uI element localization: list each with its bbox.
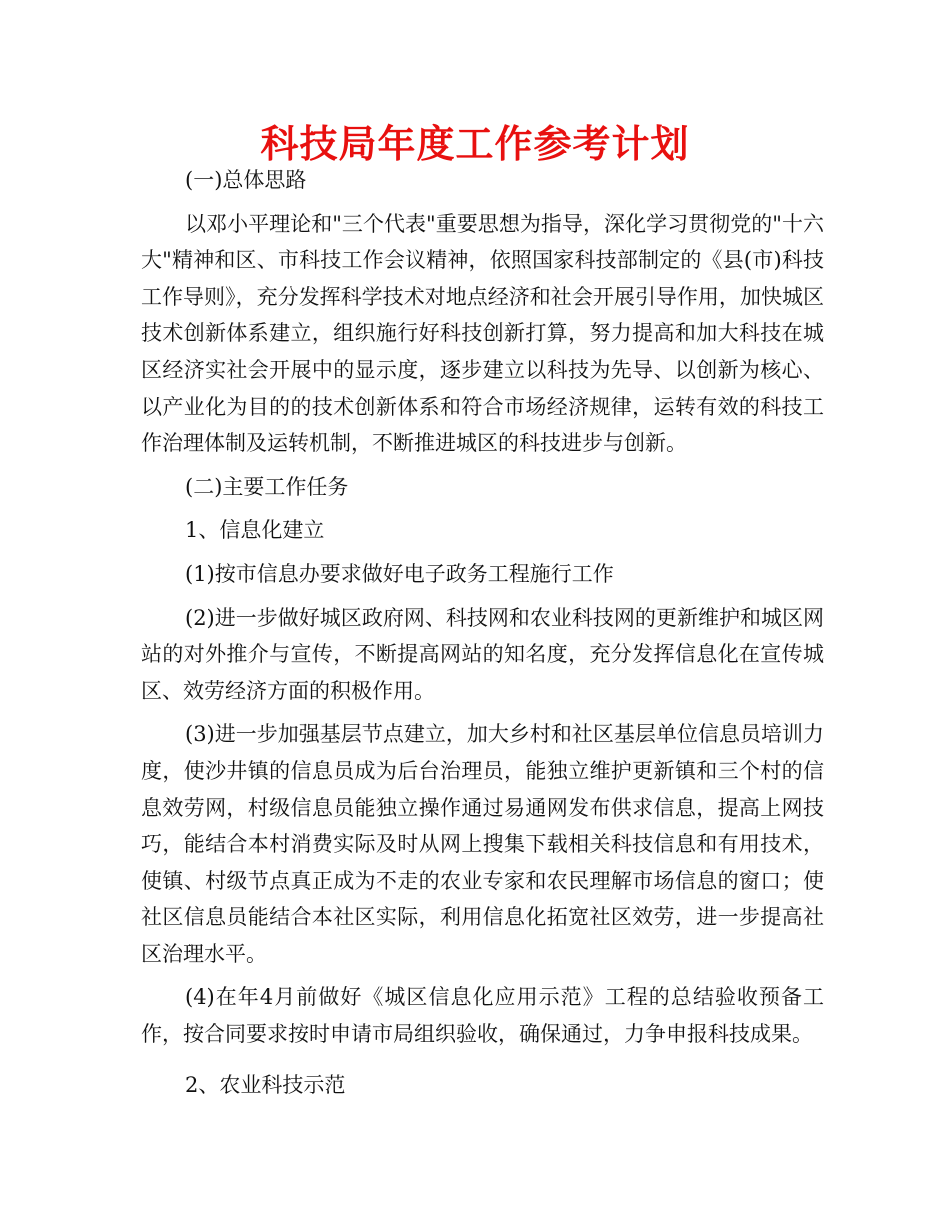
subsection-heading-informatization: 1、信息化建立 <box>185 518 325 543</box>
list-item-2: (2)进一步做好城区政府网、科技网和农业科技网的更新维护和城区网站的对外推介与宣传，不断提高网站的知名度，充分发挥信息化在宣传城区、效劳经济方面的积极作用。 <box>141 605 824 703</box>
list-item-3: (3)进一步加强基层节点建立，加大乡村和社区基层单位信息员培训力度，使沙井镇的信息员成为后台治理员，能独立维护更新镇和三个村的信息效劳网，村级信息员能独立操作通过易通网发布供求信息，提高上网技巧，能结合本村消费实际及时从网上搜集下载相关科技信息和有用技术，使镇、村级节点真正成为不走的农业专家和农民理解市场信息的窗口；使社区信息员能结合本社区实际，利用信息化拓宽社区效劳，进一步提高社区治理水平。 <box>141 722 824 966</box>
list-item-1: (1)按市信息办要求做好电子政务工程施行工作 <box>185 561 614 586</box>
paragraph-overall-approach: 以邓小平理论和"三个代表"重要思想为指导，深化学习贯彻党的"十六大"精神和区、市科技工作会议精神，依照国家科技部制定的《县(市)科技工作导则》，充分发挥科学技术对地点经济和社会开展引导作用，加快城区技术创新体系建立，组织施行好科技创新打算，努力提高和加大科技在城区经济实社会开展中的显示度，逐步建立以科技为先导、以创新为核心、以产业化为目的的技术创新体系和符合市场经济规律，运转有效的科技工作治理体制及运转机制，不断推进城区的科技进步与创新。 <box>141 211 824 456</box>
document-title: 科技局年度工作参考计划 <box>260 122 690 166</box>
document-body <box>141 162 824 1103</box>
subsection-heading-agri-tech-demo: 2、农业科技示范 <box>185 1072 346 1097</box>
section-heading-main-tasks: (二)主要工作任务 <box>185 474 349 499</box>
section-heading-overall-approach: (一)总体思路 <box>185 168 307 192</box>
list-item-4: (4)在年4月前做好《城区信息化应用示范》工程的总结验收预备工作，按合同要求按时申请市局组织验收，确保通过，力争申报科技成果。 <box>141 985 824 1047</box>
